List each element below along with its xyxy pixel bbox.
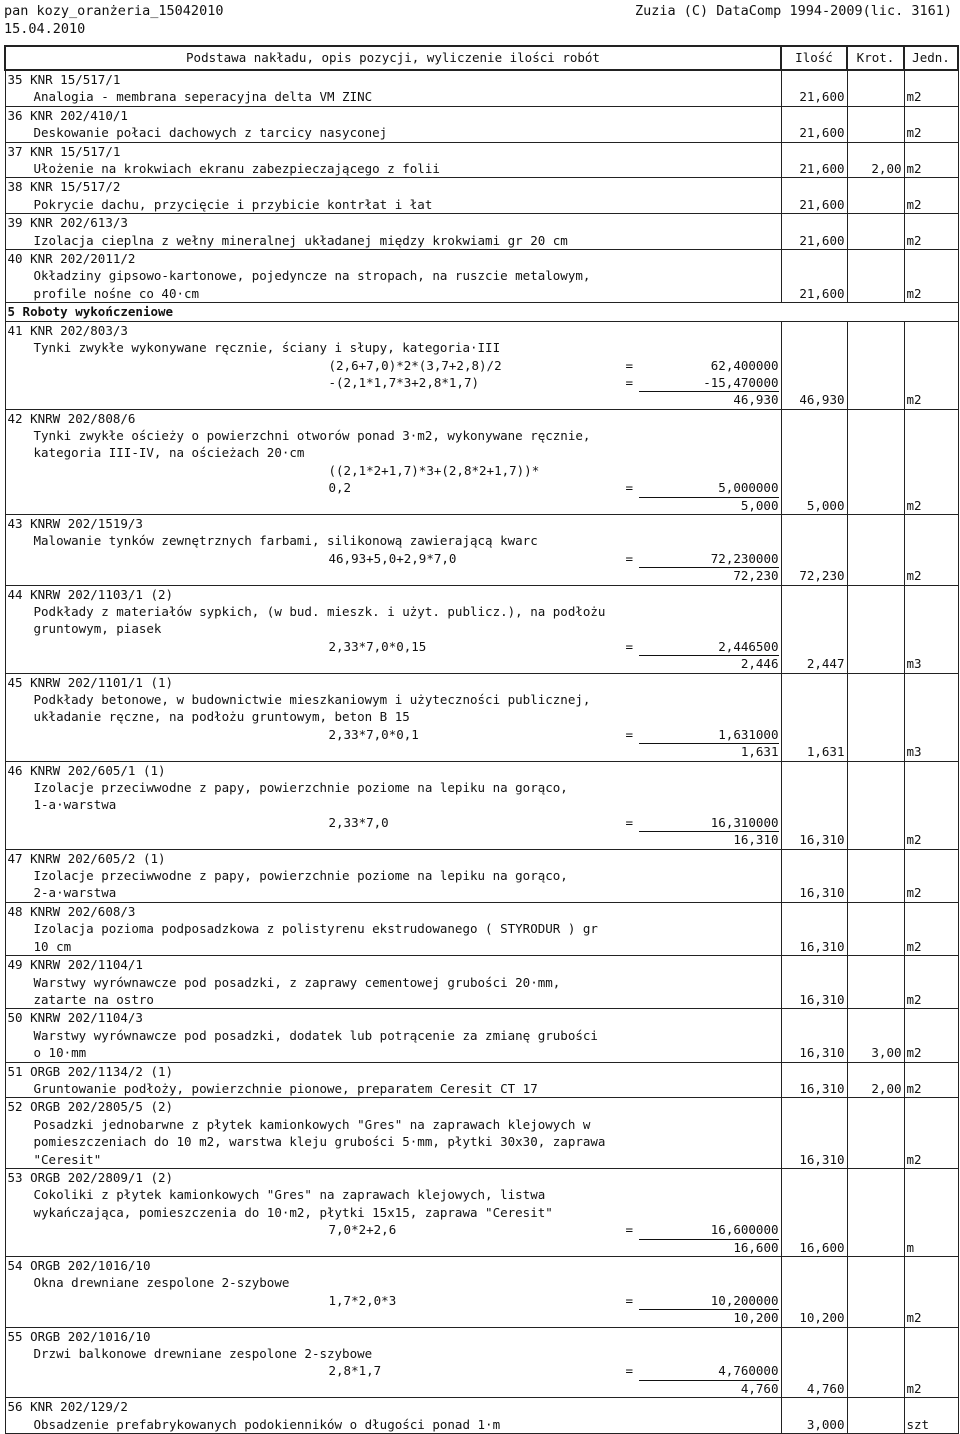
item-description-cell — [5, 1062, 781, 1098]
calc-line — [6, 1362, 781, 1379]
multiplier-cell — [847, 1098, 904, 1169]
calc-sum-line — [6, 1239, 781, 1256]
item-description-line: pomieszczeniach do 10 m2, warstwa kleju grubości 5·mm, płytki 30x30, zaprawa — [33, 1134, 606, 1150]
calc-line — [6, 726, 781, 743]
item-code: 52 ORGB 202/2805/5 (2) — [7, 1099, 174, 1115]
calc-value: -15,470000 — [639, 374, 779, 392]
item-description-cell — [5, 956, 781, 1009]
unit-cell: m2 — [904, 250, 958, 303]
table-row — [5, 1098, 958, 1169]
unit-cell: m2 — [904, 106, 958, 142]
quantity-cell: 72,230 — [781, 515, 847, 586]
calc-sum-line — [6, 567, 781, 584]
calc-line — [6, 374, 781, 391]
quantity-cell: 1,631 — [781, 673, 847, 761]
multiplier-cell — [847, 321, 904, 409]
table-row — [5, 1168, 958, 1256]
table-row — [5, 178, 958, 214]
item-description-cell — [5, 142, 781, 178]
calc-equals: = — [625, 726, 634, 742]
item-description-line: układanie ręczne, na podłożu gruntowym, beton B 15 — [33, 709, 410, 725]
unit-cell: m2 — [904, 956, 958, 1009]
col-header-multiplier: Krot. — [847, 46, 904, 70]
quantity-cell: 3,000 — [781, 1398, 847, 1434]
multiplier-cell — [847, 761, 904, 849]
item-description-cell — [5, 70, 781, 106]
item-description-line: zatarte na ostro — [33, 991, 154, 1007]
item-description-line: Izolacje przeciwwodne z papy, powierzchnie poziome na lepiku na gorąco, — [33, 868, 568, 884]
table-row — [5, 956, 958, 1009]
item-description-line: 1-a·warstwa — [33, 797, 117, 813]
multiplier-cell — [847, 214, 904, 250]
multiplier-cell — [847, 585, 904, 673]
quantity-cell: 16,310 — [781, 902, 847, 955]
item-code: 51 ORGB 202/1134/2 (1) — [7, 1063, 174, 1079]
calc-line — [6, 1292, 781, 1309]
table-body — [5, 70, 958, 1433]
multiplier-cell: 2,00 — [847, 142, 904, 178]
section-header-cell — [5, 303, 958, 321]
item-code: 43 KNRW 202/1519/3 — [7, 516, 143, 532]
calc-value: 72,230000 — [639, 550, 779, 568]
calc-expression: 2,33*7,0 — [328, 814, 389, 830]
calc-sum: 72,230 — [733, 568, 779, 584]
multiplier-cell — [847, 178, 904, 214]
item-description-line: Izolacje przeciwwodne z papy, powierzchnie poziome na lepiku na gorąco, — [33, 780, 568, 796]
page-header — [4, 0, 952, 40]
table-row — [5, 250, 958, 303]
item-description-cell — [5, 585, 781, 673]
calc-line — [6, 814, 781, 831]
unit-cell: m2 — [904, 70, 958, 106]
calc-value: 10,200000 — [639, 1292, 779, 1310]
item-description-line: Okna drewniane zespolone 2-szybowe — [33, 1275, 290, 1291]
item-code: 56 KNR 202/129/2 — [7, 1399, 128, 1415]
quantity-cell: 16,310 — [781, 1062, 847, 1098]
item-code: 50 KNRW 202/1104/3 — [7, 1010, 143, 1026]
calc-value: 4,760000 — [639, 1362, 779, 1380]
item-code: 40 KNR 202/2011/2 — [7, 251, 136, 267]
table-row — [5, 409, 958, 514]
item-description-line: Ułożenie na krokwiach ekranu zabezpieczającego z folii — [33, 161, 440, 177]
item-description-cell — [5, 1098, 781, 1169]
item-description-line: Cokoliki z płytek kamionkowych "Gres" na zaprawach klejowych, listwa — [33, 1187, 546, 1203]
unit-cell: m3 — [904, 673, 958, 761]
item-code: 37 KNR 15/517/1 — [7, 143, 121, 159]
item-code: 44 KNRW 202/1103/1 (2) — [7, 586, 174, 602]
item-description-cell — [5, 1256, 781, 1327]
item-description-cell — [5, 250, 781, 303]
calc-sum: 1,631 — [740, 744, 779, 760]
item-description-line: kategoria III-IV, na ościeżach 20·cm — [33, 445, 305, 461]
multiplier-cell — [847, 1168, 904, 1256]
table-row — [5, 214, 958, 250]
quantity-cell: 21,600 — [781, 106, 847, 142]
item-description-line: Tynki zwykłe wykonywane ręcznie, ściany i słupy, kategoria·III — [33, 340, 501, 356]
multiplier-cell — [847, 515, 904, 586]
item-description-line: Warstwy wyrównawcze pod posadzki, dodatek lub potrącenie za zmianę grubości — [33, 1027, 598, 1043]
table-row — [5, 70, 958, 106]
multiplier-cell — [847, 673, 904, 761]
quantity-cell: 21,600 — [781, 178, 847, 214]
calc-value: 62,400000 — [710, 357, 779, 373]
unit-cell: m — [904, 1168, 958, 1256]
calc-expression: 2,8*1,7 — [328, 1363, 382, 1379]
item-description-line: profile nośne co 40·cm — [33, 285, 200, 301]
calc-equals: = — [625, 638, 634, 654]
table-row — [5, 761, 958, 849]
calc-sum: 10,200 — [733, 1310, 779, 1326]
section-title: 5 Roboty wykończeniowe — [7, 304, 174, 320]
multiplier-cell — [847, 1256, 904, 1327]
item-code: 36 KNR 202/410/1 — [7, 107, 128, 123]
item-code: 47 KNRW 202/605/2 (1) — [7, 850, 166, 866]
table-row — [5, 1398, 958, 1434]
col-header-description: Podstawa nakładu, opis pozycji, wyliczenie ilości robót — [5, 46, 781, 70]
item-description-cell — [5, 106, 781, 142]
item-description-line: 10 cm — [33, 938, 72, 954]
table-row — [5, 1327, 958, 1398]
item-description-line: "Ceresit" — [33, 1151, 102, 1167]
unit-cell: m2 — [904, 902, 958, 955]
calc-sum-line — [6, 1309, 781, 1326]
calc-expression: 2,33*7,0*0,15 — [328, 638, 427, 654]
quantity-cell: 21,600 — [781, 142, 847, 178]
multiplier-cell — [847, 849, 904, 902]
item-description-line: Gruntowanie podłoży, powierzchnie pionowe, preparatem Ceresit CT 17 — [33, 1080, 538, 1096]
table-row — [5, 585, 958, 673]
calc-equals: = — [625, 550, 634, 566]
calc-equals: = — [625, 1363, 634, 1379]
calc-line — [6, 638, 781, 655]
calc-sum: 46,930 — [733, 392, 779, 408]
calc-equals: = — [625, 357, 634, 373]
multiplier-cell — [847, 902, 904, 955]
item-description-cell — [5, 1009, 781, 1062]
table-row — [5, 902, 958, 955]
calc-value: 16,600000 — [639, 1221, 779, 1239]
unit-cell: m2 — [904, 321, 958, 409]
item-description-cell — [5, 1327, 781, 1398]
unit-cell: m2 — [904, 214, 958, 250]
item-description-cell — [5, 214, 781, 250]
item-code: 35 KNR 15/517/1 — [7, 72, 121, 87]
calc-value: 1,631000 — [639, 726, 779, 744]
item-description-cell — [5, 1398, 781, 1434]
calc-sum-line — [6, 655, 781, 672]
item-description-line: Warstwy wyrównawcze pod posadzki, z zaprawy cementowej grubości 20·mm, — [33, 974, 561, 990]
calc-sum-line — [6, 743, 781, 760]
item-code: 48 KNRW 202/608/3 — [7, 903, 136, 919]
quantity-cell: 21,600 — [781, 250, 847, 303]
item-description-cell — [5, 902, 781, 955]
calc-sum-line — [6, 391, 781, 408]
unit-cell: m2 — [904, 849, 958, 902]
table-row — [5, 1009, 958, 1062]
multiplier-cell — [847, 70, 904, 106]
quantity-cell: 4,760 — [781, 1327, 847, 1398]
item-description-line: Analogia - membrana seperacyjna delta VM ZINC — [33, 89, 373, 105]
calc-sum: 16,310 — [733, 832, 779, 848]
table-row — [5, 1256, 958, 1327]
unit-cell: m2 — [904, 409, 958, 514]
cost-estimate-table — [4, 45, 953, 1434]
item-code: 53 ORGB 202/2809/1 (2) — [7, 1169, 174, 1185]
calc-value: 2,446500 — [639, 638, 779, 656]
item-description-line: Posadzki jednobarwne z płytek kamionkowych "Gres" na zaprawach klejowych w — [33, 1116, 591, 1132]
unit-cell: m2 — [904, 1327, 958, 1398]
calc-expression: 0,2 — [328, 480, 352, 496]
unit-cell: m2 — [904, 1256, 958, 1327]
multiplier-cell — [847, 250, 904, 303]
project-name: pan kozy_oranżeria_15042010 — [4, 3, 224, 19]
calc-equals: = — [625, 1222, 634, 1238]
table-row — [5, 515, 958, 586]
item-description-line: gruntowym, piasek — [33, 621, 162, 637]
col-header-unit: Jedn. — [904, 46, 958, 70]
table-row — [5, 142, 958, 178]
calc-line — [6, 462, 781, 479]
calc-line — [6, 1221, 781, 1238]
calc-equals: = — [625, 1292, 634, 1308]
unit-cell: m2 — [904, 761, 958, 849]
quantity-cell: 2,447 — [781, 585, 847, 673]
quantity-cell: 16,310 — [781, 956, 847, 1009]
item-description-cell — [5, 849, 781, 902]
item-description-line: Podkłady betonowe, w budownictwie mieszkaniowym i użyteczności publicznej, — [33, 692, 591, 708]
calc-expression: 1,7*2,0*3 — [328, 1292, 397, 1308]
calc-line — [6, 479, 781, 496]
item-description-cell — [5, 1168, 781, 1256]
item-code: 41 KNR 202/803/3 — [7, 322, 128, 338]
multiplier-cell: 3,00 — [847, 1009, 904, 1062]
unit-cell: m2 — [904, 142, 958, 178]
calc-line — [6, 550, 781, 567]
item-description-line: Malowanie tynków zewnętrznych farbami, silikonową zawierającą kwarc — [33, 533, 538, 549]
item-description-cell — [5, 515, 781, 586]
calc-equals: = — [625, 480, 634, 496]
table-row — [5, 673, 958, 761]
unit-cell: m2 — [904, 515, 958, 586]
quantity-cell: 21,600 — [781, 214, 847, 250]
calc-expression: -(2,1*1,7*3+2,8*1,7) — [328, 374, 480, 390]
item-description-line: o 10·mm — [33, 1045, 87, 1061]
item-code: 39 KNR 202/613/3 — [7, 215, 128, 231]
item-description-line: Izolacja pozioma podposadzkowa z polistyrenu ekstrudowanego ( STYRODUR ) gr — [33, 921, 598, 937]
unit-cell: m2 — [904, 178, 958, 214]
unit-cell: m3 — [904, 585, 958, 673]
quantity-cell: 16,600 — [781, 1168, 847, 1256]
item-description-line: Pokrycie dachu, przycięcie i przybicie kontrłat i łat — [33, 196, 433, 212]
calc-expression: (2,6+7,0)*2*(3,7+2,8)/2 — [328, 357, 502, 373]
quantity-cell: 46,930 — [781, 321, 847, 409]
item-description-cell — [5, 673, 781, 761]
quantity-cell: 10,200 — [781, 1256, 847, 1327]
item-code: 42 KNRW 202/808/6 — [7, 410, 136, 426]
item-description-line: Drzwi balkonowe drewniane zespolone 2-szybowe — [33, 1345, 373, 1361]
multiplier-cell — [847, 1398, 904, 1434]
item-description-cell — [5, 761, 781, 849]
item-code: 55 ORGB 202/1016/10 — [7, 1328, 151, 1344]
calc-sum: 2,446 — [740, 656, 779, 672]
calc-sum-line — [6, 497, 781, 514]
table-row — [5, 106, 958, 142]
calc-expression: 7,0*2+2,6 — [328, 1222, 397, 1238]
calc-expression: 46,93+5,0+2,9*7,0 — [328, 550, 457, 566]
item-description-line: Deskowanie połaci dachowych z tarcicy nasyconej — [33, 125, 388, 141]
section-row — [5, 303, 958, 321]
unit-cell: szt — [904, 1398, 958, 1434]
item-code: 49 KNRW 202/1104/1 — [7, 957, 143, 973]
calc-value: 16,310000 — [639, 814, 779, 832]
table-header-row — [5, 46, 958, 70]
item-description-line: 2-a·warstwa — [33, 885, 117, 901]
multiplier-cell — [847, 1327, 904, 1398]
item-code: 54 ORGB 202/1016/10 — [7, 1257, 151, 1273]
item-description-cell — [5, 178, 781, 214]
item-description-line: Podkłady z materiałów sypkich, (w bud. mieszk. i użyt. publicz.), na podłożu — [33, 604, 606, 620]
multiplier-cell: 2,00 — [847, 1062, 904, 1098]
quantity-cell: 5,000 — [781, 409, 847, 514]
item-description-cell — [5, 409, 781, 514]
table-row — [5, 849, 958, 902]
calc-expression: ((2,1*2+1,7)*3+(2,8*2+1,7))* — [328, 462, 540, 478]
item-description-line: Izolacja cieplna z wełny mineralnej układanej między krokwiami gr 20 cm — [33, 232, 568, 248]
calc-sum: 4,760 — [740, 1380, 779, 1396]
multiplier-cell — [847, 956, 904, 1009]
item-code: 38 KNR 15/517/2 — [7, 179, 121, 195]
calc-expression: 2,33*7,0*0,1 — [328, 726, 419, 742]
unit-cell: m2 — [904, 1009, 958, 1062]
quantity-cell: 21,600 — [781, 70, 847, 106]
calc-line — [6, 357, 781, 374]
quantity-cell: 16,310 — [781, 1098, 847, 1169]
item-description-cell — [5, 321, 781, 409]
item-description-line: Obsadzenie prefabrykowanych podokienników o długości ponad 1·m — [33, 1416, 501, 1432]
col-header-quantity: Ilość — [781, 46, 847, 70]
item-description-line: wykańczająca, pomieszczenia do 10·m2, płytki 15x15, zaprawa "Ceresit" — [33, 1204, 553, 1220]
calc-sum: 5,000 — [740, 497, 779, 513]
quantity-cell: 16,310 — [781, 849, 847, 902]
calc-equals: = — [625, 374, 634, 390]
document-date: 15.04.2010 — [4, 21, 86, 37]
item-description-line: Tynki zwykłe ościeży o powierzchni otworów ponad 3·m2, wykonywane ręcznie, — [33, 428, 591, 444]
unit-cell: m2 — [904, 1062, 958, 1098]
multiplier-cell — [847, 409, 904, 514]
multiplier-cell — [847, 106, 904, 142]
unit-cell: m2 — [904, 1098, 958, 1169]
item-description-line: Okładziny gipsowo-kartonowe, pojedyncze na stropach, na ruszcie metalowym, — [33, 268, 591, 284]
quantity-cell: 16,310 — [781, 1009, 847, 1062]
quantity-cell: 16,310 — [781, 761, 847, 849]
calc-value: 5,000000 — [639, 479, 779, 497]
calc-sum: 16,600 — [733, 1239, 779, 1255]
table-row — [5, 1062, 958, 1098]
calc-sum-line — [6, 831, 781, 848]
item-code: 45 KNRW 202/1101/1 (1) — [7, 674, 174, 690]
table-row — [5, 321, 958, 409]
calc-equals: = — [625, 814, 634, 830]
calc-sum-line — [6, 1380, 781, 1397]
item-code: 46 KNRW 202/605/1 (1) — [7, 762, 166, 778]
software-credit: Zuzia (C) DataComp 1994-2009(lic. 3161) — [635, 3, 952, 19]
